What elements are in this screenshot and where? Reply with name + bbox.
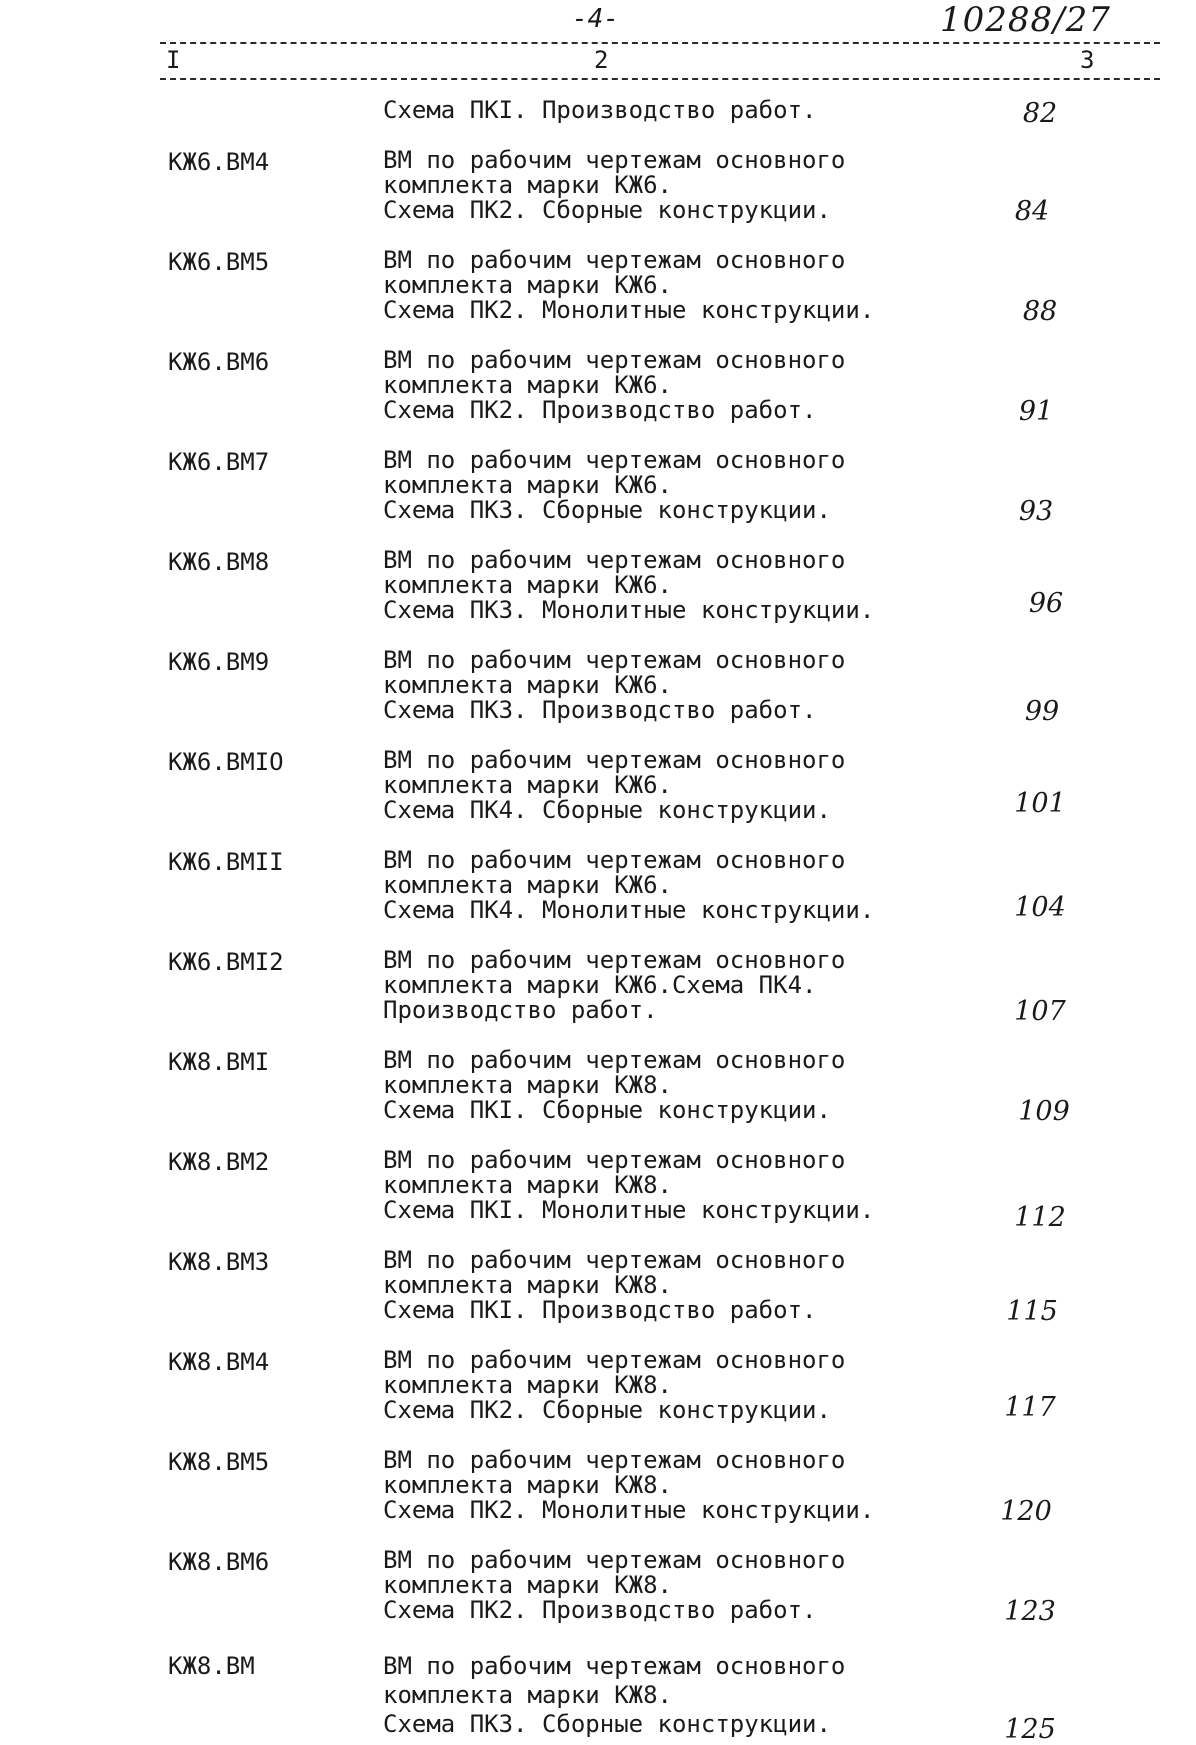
description-line: ВМ по рабочим чертежам основного: [383, 346, 846, 374]
row-page-number: 84: [1014, 196, 1050, 227]
description-line: Схема ПК2. Производство работ.: [383, 1596, 817, 1624]
description-line: комплекта марки КЖ6.: [383, 671, 672, 699]
row-code: КЖ6.ВМII: [168, 848, 284, 876]
row-description: [383, 1548, 845, 1623]
description-line: Схема ПК3. Сборные конструкции.: [383, 496, 831, 524]
row-description: [383, 848, 874, 923]
description-line: ВМ по рабочим чертежам основного: [383, 1446, 846, 1474]
description-line: ВМ по рабочим чертежам основного: [383, 1246, 846, 1274]
description-line: Схема ПКI. Производство работ.: [383, 1296, 817, 1324]
row-description: [383, 1448, 874, 1523]
row-code: КЖ6.ВМIO: [168, 748, 284, 776]
description-line: ВМ по рабочим чертежам основного: [383, 1146, 846, 1174]
description-line: комплекта марки КЖ6.: [383, 271, 672, 299]
description-line: ВМ по рабочим чертежам основного: [383, 946, 846, 974]
column-header-3: 3: [1080, 46, 1095, 74]
row-page-number: 99: [1024, 696, 1060, 727]
description-line: Схема ПК2. Монолитные конструкции.: [383, 1496, 875, 1524]
row-code: КЖ6.ВМI2: [168, 948, 284, 976]
row-code: КЖ8.ВМ6: [168, 1548, 270, 1576]
row-code: КЖ8.ВМ5: [168, 1448, 270, 1476]
row-code: КЖ8.ВМ2: [168, 1148, 270, 1176]
description-line: ВМ по рабочим чертежам основного: [383, 1546, 846, 1574]
row-description: [383, 448, 845, 523]
row-page-number: 115: [1006, 1296, 1058, 1327]
row-description: [383, 98, 816, 123]
description-line: ВМ по рабочим чертежам основного: [383, 846, 846, 874]
row-page-number: 104: [1014, 892, 1066, 923]
description-line: Схема ПК3. Сборные конструкции.: [383, 1710, 831, 1738]
row-code: КЖ8.ВМ3: [168, 1248, 270, 1276]
description-line: комплекта марки КЖ8.: [383, 1371, 672, 1399]
row-page-number: 96: [1028, 588, 1064, 619]
page-number: -4-: [572, 4, 619, 34]
row-page-number: 107: [1014, 996, 1066, 1027]
row-code: КЖ8.ВМ: [168, 1652, 255, 1680]
description-line: комплекта марки КЖ6.: [383, 771, 672, 799]
row-page-number: 117: [1004, 1392, 1056, 1423]
description-line: комплекта марки КЖ8.: [383, 1071, 672, 1099]
row-page-number: 101: [1014, 788, 1066, 819]
description-line: комплекта марки КЖ8.: [383, 1271, 672, 1299]
row-description: [383, 748, 845, 823]
row-code: КЖ6.ВМ4: [168, 148, 270, 176]
description-line: Схема ПК3. Монолитные конструкции.: [383, 596, 875, 624]
row-page-number: 125: [1004, 1714, 1056, 1745]
row-code: КЖ6.ВМ6: [168, 348, 270, 376]
description-line: комплекта марки КЖ6.: [383, 171, 672, 199]
header-dash-top: [160, 42, 1160, 44]
description-line: Схема ПК2. Монолитные конструкции.: [383, 296, 875, 324]
row-code: КЖ8.ВМI: [168, 1048, 270, 1076]
row-description: [383, 548, 874, 623]
description-line: комплекта марки КЖ6.: [383, 871, 672, 899]
row-description: [383, 948, 845, 1023]
description-line: комплекта марки КЖ6.Схема ПК4.: [383, 971, 817, 999]
row-description: [383, 248, 874, 323]
description-line: ВМ по рабочим чертежам основного: [383, 546, 846, 574]
row-description: [383, 1148, 874, 1223]
row-code: КЖ8.ВМ4: [168, 1348, 270, 1376]
description-line: ВМ по рабочим чертежам основного: [383, 1346, 846, 1374]
row-page-number: 123: [1004, 1596, 1056, 1627]
description-line: Схема ПКI. Монолитные конструкции.: [383, 1196, 875, 1224]
description-line: ВМ по рабочим чертежам основного: [383, 1046, 846, 1074]
description-line: Схема ПК3. Производство работ.: [383, 696, 817, 724]
description-line: Схема ПК4. Монолитные конструкции.: [383, 896, 875, 924]
description-line: Схема ПК2. Сборные конструкции.: [383, 1396, 831, 1424]
row-description: [383, 1652, 845, 1739]
header-dash-bottom: [160, 78, 1160, 80]
column-header-1: I: [166, 46, 181, 74]
description-line: комплекта марки КЖ8.: [383, 1471, 672, 1499]
description-line: Схема ПКI. Сборные конструкции.: [383, 1096, 831, 1124]
description-line: комплекта марки КЖ8.: [383, 1681, 672, 1709]
row-page-number: 112: [1014, 1202, 1066, 1233]
row-code: КЖ6.ВМ5: [168, 248, 270, 276]
row-description: [383, 1248, 845, 1323]
row-code: КЖ6.ВМ7: [168, 448, 270, 476]
description-line: Схема ПК4. Сборные конструкции.: [383, 796, 831, 824]
description-line: комплекта марки КЖ8.: [383, 1571, 672, 1599]
description-line: Схема ПКI. Производство работ.: [383, 96, 817, 124]
description-line: ВМ по рабочим чертежам основного: [383, 446, 846, 474]
description-line: комплекта марки КЖ6.: [383, 571, 672, 599]
description-line: ВМ по рабочим чертежам основного: [383, 146, 846, 174]
row-code: КЖ6.ВМ9: [168, 648, 270, 676]
description-line: ВМ по рабочим чертежам основного: [383, 1652, 846, 1680]
description-line: Производство работ.: [383, 996, 658, 1024]
row-page-number: 82: [1022, 98, 1058, 129]
row-description: [383, 1048, 845, 1123]
row-code: КЖ6.ВМ8: [168, 548, 270, 576]
description-line: комплекта марки КЖ6.: [383, 471, 672, 499]
description-line: ВМ по рабочим чертежам основного: [383, 746, 846, 774]
row-page-number: 91: [1018, 396, 1054, 427]
document-number: 10288/27: [940, 0, 1111, 40]
row-description: [383, 648, 845, 723]
row-page-number: 120: [1000, 1496, 1052, 1527]
description-line: Схема ПК2. Сборные конструкции.: [383, 196, 831, 224]
description-line: комплекта марки КЖ8.: [383, 1171, 672, 1199]
row-page-number: 109: [1018, 1096, 1070, 1127]
row-page-number: 93: [1018, 496, 1054, 527]
description-line: ВМ по рабочим чертежам основного: [383, 246, 846, 274]
row-description: [383, 1348, 845, 1423]
description-line: ВМ по рабочим чертежам основного: [383, 646, 846, 674]
row-description: [383, 348, 845, 423]
description-line: Схема ПК2. Производство работ.: [383, 396, 817, 424]
row-page-number: 88: [1022, 296, 1058, 327]
row-description: [383, 148, 845, 223]
column-header-2: 2: [594, 46, 609, 74]
description-line: комплекта марки КЖ6.: [383, 371, 672, 399]
